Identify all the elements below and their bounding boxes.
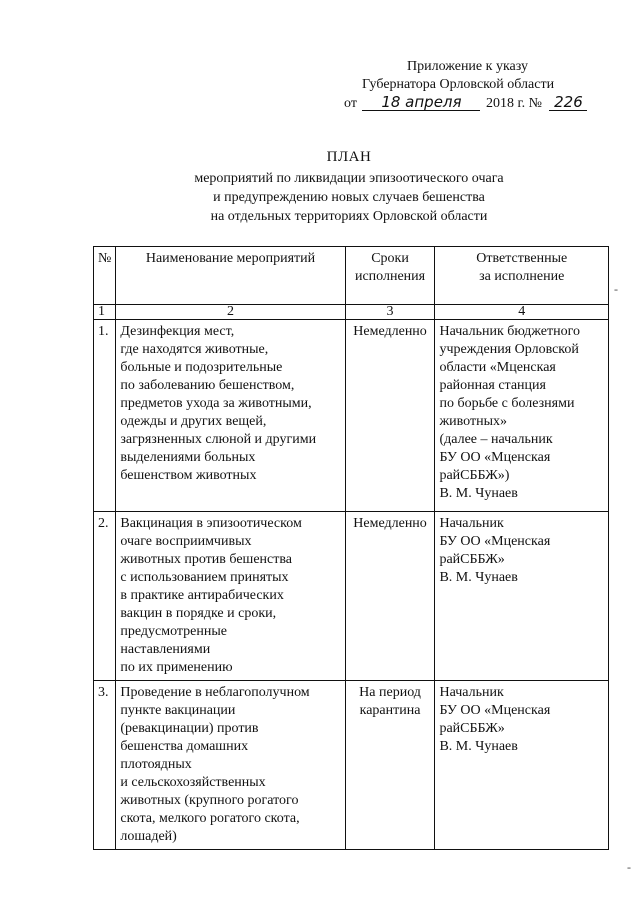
row-action: Проведение в неблагополучном пункте вакцинации (ревакцинации) против бешенства домашних плотоядных и сельскохозяйственных животных (крупного рогатого скота, мелкого рогатого скота, лошадей) [116,681,345,850]
header-action: Наименование мероприятий [116,247,345,305]
header-responsible: Ответственные за исполнение [435,247,609,305]
row-number: 3. [94,681,116,850]
row-number: 2. [94,512,116,681]
row-action: Вакцинация в эпизоотическом очаге восприимчивых животных против бешенства с использованием принятых в практике антирабических вакцин в порядке и сроки, предусмотренные наставлениями по их применению [116,512,345,681]
appendix-line-1: Приложение к указу [407,59,528,74]
table-header-row [94,247,609,305]
row-responsible: Начальник БУ ОО «Мценская райСББЖ» В. М. Чунаев [435,681,609,850]
margin-mark: - [627,860,631,874]
column-number: 2 [116,305,345,320]
handwritten-number: 226 [549,94,587,111]
table-row [94,681,609,850]
plan-subtitle-2: и предупреждению новых случаев бешенства [213,190,485,205]
row-action: Дезинфекция мест, где находятся животные, больные и подозрительные по заболеванию бешенством, предметов ухода за животными, одежды и других вещей, загрязненных слюной и другими выделениями больных бешенством животных [116,320,345,512]
column-number: 3 [345,305,435,320]
plan-table [93,246,609,850]
row-term: Немедленно [345,512,435,681]
header-term: Сроки исполнения [345,247,435,305]
column-number-row [94,305,609,320]
plan-heading: ПЛАН [326,149,372,165]
row-term: На период карантина [345,681,435,850]
margin-mark: - [614,282,618,296]
row-responsible: Начальник БУ ОО «Мценская райСББЖ» В. М. Чунаев [435,512,609,681]
handwritten-date: 18 апреля [362,94,480,111]
row-responsible: Начальник бюджетного учреждения Орловской области «Мценская районная станция по борьбе с болезнями животных» (далее – начальник БУ ОО «Мценская райСББЖ») В. М. Чунаев [435,320,609,512]
column-number: 1 [94,305,116,320]
header-number: № [94,247,116,305]
plan-subtitle-1: мероприятий по ликвидации эпизоотического очага [194,171,504,186]
row-number: 1. [94,320,116,512]
row-term: Немедленно [345,320,435,512]
table-row [94,512,609,681]
column-number: 4 [435,305,609,320]
document-title [0,148,640,226]
table-row [94,320,609,512]
appendix-line-2: Губернатора Орловской области [362,77,555,92]
appendix-date-line [344,94,587,113]
date-prefix: от [344,96,357,111]
year-text: 2018 г. № [485,96,542,111]
plan-subtitle-3: на отдельных территориях Орловской области [210,209,488,224]
